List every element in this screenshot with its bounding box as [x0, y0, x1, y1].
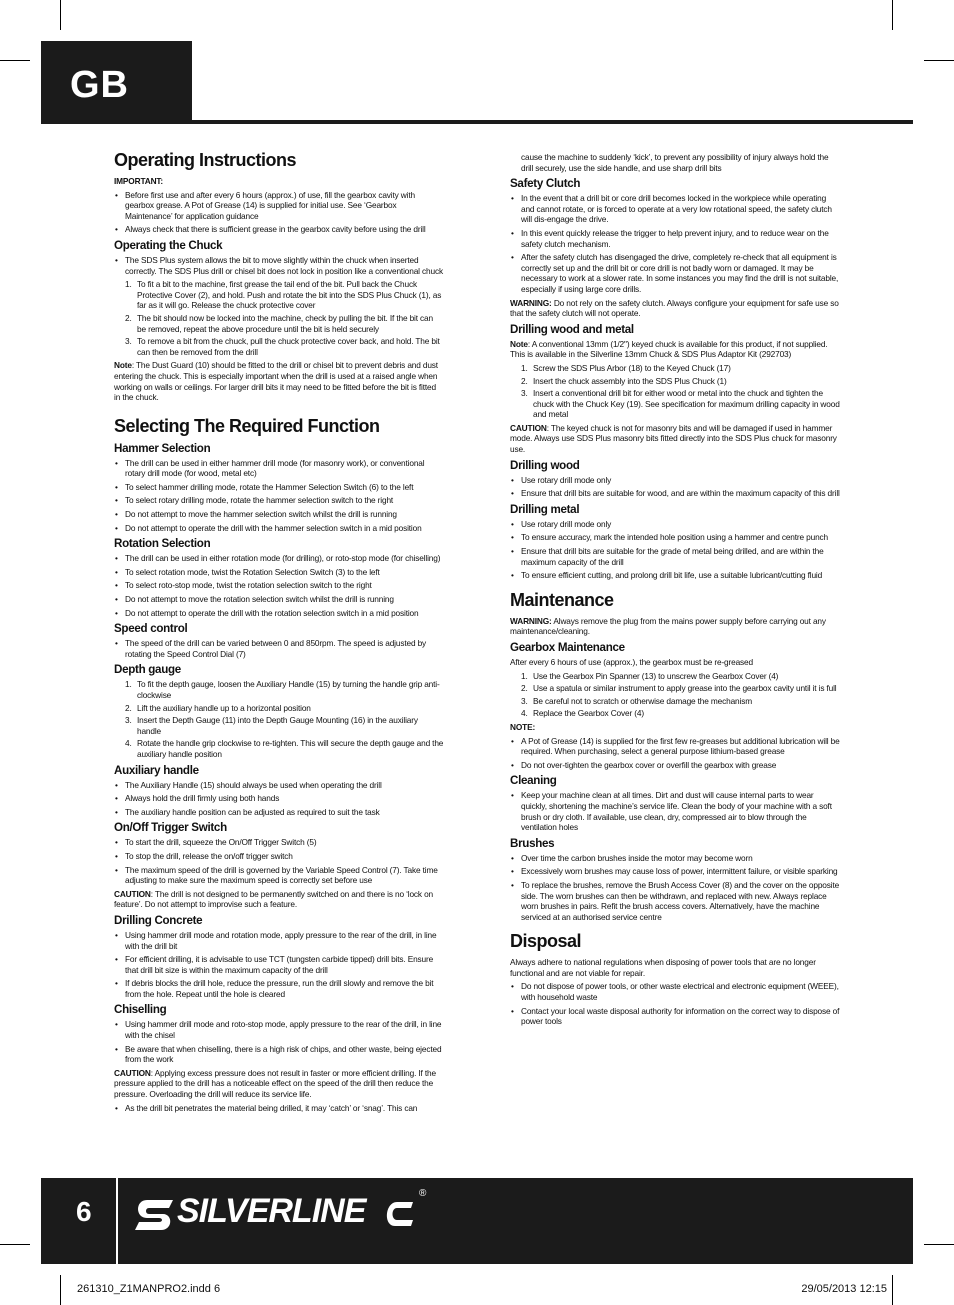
list-item: • Always hold the drill firmly using both hands	[114, 793, 444, 804]
list-item: 1. Screw the SDS Plus Arbor (18) to the Keyed Chuck (17)	[521, 362, 731, 373]
list-item: 1. To fit the depth gauge, loosen the Auxiliary Handle (15) by turning the handle grip anti-clockwise	[125, 679, 440, 700]
list-item: 3. Insert a conventional drill bit for either wood or metal into the chuck and tighten the chuck with the Chuck Key (19). See specification for maximum drilling capacity in wood and metal	[521, 388, 840, 420]
list-item: • Using hammer drill mode and roto-stop mode, apply pressure to the rear of the drill, in line with the chisel	[114, 1019, 444, 1040]
list-item: • Do not dispose of power tools, or other waste electrical and electronic equipment (WEEE), with household waste	[510, 981, 840, 1002]
clutch-list	[510, 193, 840, 294]
silverline-logo	[133, 1190, 429, 1234]
list-item: 2. Lift the auxiliary handle up to a horizontal position	[125, 702, 311, 713]
list-item: • Using hammer drill mode and rotation mode, apply pressure to the rear of the drill, in line with the drill bit	[114, 930, 444, 951]
crop-mark	[0, 60, 30, 61]
list-item: • To select hammer drilling mode, rotate the Hammer Selection Switch (6) to the left	[114, 482, 444, 493]
crop-mark	[924, 60, 954, 61]
left-column	[114, 150, 444, 1116]
logo-wordmark: SILVERLINE	[177, 1192, 366, 1230]
list-item: • Do not attempt to move the rotation selection switch whilst the drill is running	[114, 594, 444, 605]
metal-list	[510, 519, 840, 581]
subheading-rotation: Rotation Selection	[114, 537, 211, 551]
subheading-chuck: Operating the Chuck	[114, 238, 223, 252]
subheading-hammer: Hammer Selection	[114, 441, 211, 455]
list-item: • To select rotary drilling mode, rotate the hammer selection switch to the right	[114, 495, 444, 506]
section-title-selecting: Selecting The Required Function	[114, 415, 380, 436]
subheading-speed: Speed control	[114, 622, 188, 636]
list-item: • The drill can be used in either rotation mode (for drilling), or roto-stop mode (for chiselling)	[114, 553, 444, 564]
cleaning-list	[510, 790, 840, 832]
date-slug: 29/05/2013 12:15	[801, 1283, 887, 1295]
crop-mark	[60, 0, 61, 30]
wood-metal-note: Note: A conventional 13mm (1/2") keyed chuck is available for this product, if not supplied. This is available in the Silverline 13mm Chuck & SDS Plus Adaptor Kit (292703)	[510, 338, 828, 360]
list-item: • For efficient drilling, it is advisable to use TCT (tungsten carbide tipped) drill bits. Ensure that drill bit size is within the maximum capacity of the drill	[114, 954, 444, 975]
gearbox-note-label: NOTE:	[510, 721, 536, 732]
list-item: • Use rotary drill mode only	[510, 519, 840, 530]
list-item: 3. To remove a bit from the chuck, pull the chuck protective cover back, and hold. The bit can then be removed from the drill	[125, 336, 440, 357]
depth-steps	[114, 679, 444, 759]
list-item: • Do not attempt to move the hammer selection switch whilst the drill is running	[114, 509, 444, 520]
list-item: 4. Replace the Gearbox Cover (4)	[521, 708, 644, 719]
list-item: • A Pot of Grease (14) is supplied for the first few re-greases but additional lubrication will be required. When purchasing, select a general purpose lithium-based grease	[510, 736, 840, 757]
logo-c-icon	[379, 1194, 419, 1234]
subheading-wood: Drilling wood	[510, 458, 580, 472]
subheading-chisel: Chiselling	[114, 1003, 167, 1017]
list-item: • To ensure accuracy, mark the intended hole position using a hammer and centre punch	[510, 532, 840, 543]
list-item: • Do not attempt to operate the drill with the rotation selection switch in a mid position	[114, 608, 444, 619]
list-item: • Before first use and after every 6 hours (approx.) of use, fill the gearbox cavity with gearbox grease. A Pot of Grease (14) is supplied for initial use. See ‘Gearbox Maintenance’ for application guidance	[114, 190, 444, 222]
list-item: 2. Use a spatula or similar instrument to apply grease into the gearbox cavity until it is full	[521, 683, 837, 694]
list-item: • Do not over-tighten the gearbox cover or overfill the gearbox with grease	[510, 760, 840, 771]
registered-mark: ®	[419, 1188, 427, 1199]
list-item: • Excessively worn brushes may cause loss of power, intermittent failure, or visible sparking	[510, 866, 840, 877]
subheading-wood-metal: Drilling wood and metal	[510, 322, 634, 336]
list-item: • To replace the brushes, remove the Brush Access Cover (8) and the cover on the opposite side. The worn brushes can then be withdrawn, and replaced with new. Always replace worn brushes in pairs. Refit the brush access covers. Alternatively, have the machine serviced at an authorised service centre	[510, 880, 840, 922]
list-item: • Do not attempt to operate the drill with the hammer selection switch in a mid position	[114, 523, 444, 534]
list-item: • To select rotation mode, twist the Rotation Selection Switch (3) to the left	[114, 567, 444, 578]
footer-divider	[116, 1178, 118, 1264]
list-item: • The drill can be used in either hammer drill mode (for masonry work), or conventional rotary drill mode (for wood, metal etc)	[114, 458, 444, 479]
list-item: • Keep your machine clean at all times. Dirt and dust will cause internal parts to wear quickly, shortening the machine’s service life. Clean the body of your machine with a soft brush or dry cloth. If available, use clean, dry, compressed air to blow through the ventilation holes	[510, 790, 840, 832]
subheading-aux: Auxiliary handle	[114, 763, 199, 777]
subheading-trigger: On/Off Trigger Switch	[114, 821, 227, 835]
aux-list	[114, 780, 444, 818]
section-title-operating: Operating Instructions	[114, 150, 297, 170]
trigger-list	[114, 837, 444, 885]
list-item: 4. Rotate the handle grip clockwise to re-tighten. This will secure the depth gauge and the auxiliary handle position	[125, 738, 444, 759]
subheading-cleaning: Cleaning	[510, 774, 557, 788]
chisel-last-list	[114, 1103, 444, 1114]
page-number: 6	[76, 1196, 92, 1227]
list-item: • The auxiliary handle position can be adjusted as required to suit the task	[114, 807, 444, 818]
list-item: • If debris blocks the drill hole, reduce the pressure, run the drill slowly and remove the bit from the hole. Repeat until the hole is cleared	[114, 978, 444, 999]
list-item: 1. To fit a bit to the machine, first grease the tail end of the bit. Pull back the Chuck Protective Cover (2), and hold. Push and rotate the bit into the SDS Plus Chuck (1), as far as it will go. Release the chuck protective cover	[125, 279, 442, 311]
important-list	[114, 190, 444, 235]
crop-mark	[892, 0, 893, 30]
list-item: • To select roto-stop mode, twist the rotation selection switch to the right	[114, 580, 444, 591]
list-item: • To stop the drill, release the on/off trigger switch	[114, 851, 444, 862]
list-item: • Be aware that when chiselling, there is a high risk of chips, and other waste, being ejected from the work	[114, 1044, 444, 1065]
list-item: • The Auxiliary Handle (15) should always be used when operating the drill	[114, 780, 444, 791]
hammer-list	[114, 458, 444, 534]
list-item: • To ensure efficient cutting, and prolong drill bit life, use a suitable lubricant/cutting fluid	[510, 570, 840, 581]
list-item: 3. Insert the Depth Gauge (11) into the Depth Gauge Mounting (16) in the auxiliary handle	[125, 715, 418, 736]
continued-text: cause the machine to suddenly ‘kick’, to prevent any possibility of injury always hold the drill securely, use the side handle, and use sharp drill bits	[521, 152, 829, 173]
crop-mark	[60, 1275, 61, 1305]
list-item: • Always check that there is sufficient grease in the gearbox cavity before using the drill	[114, 224, 444, 235]
header-rule	[41, 120, 913, 124]
crop-mark	[924, 1244, 954, 1245]
list-item: • Use rotary drill mode only	[510, 475, 840, 486]
list-item: • Ensure that drill bits are suitable for wood, and are within the maximum capacity of this drill	[510, 488, 840, 499]
list-item: • The SDS Plus system allows the bit to move slightly within the chuck when inserted correctly. The SDS Plus drill or chisel bit does not lock in position like a conventional chuck	[114, 255, 444, 276]
chuck-steps	[114, 279, 444, 357]
list-item: • In this event quickly release the trigger to help prevent injury, and to reduce wear on the safety clutch mechanism.	[510, 228, 840, 249]
list-item: • To start the drill, squeeze the On/Off Trigger Switch (5)	[114, 837, 444, 848]
list-item: • Contact your local waste disposal authority for information on the correct way to dispose of power tools	[510, 1006, 840, 1027]
section-title-maintenance: Maintenance	[510, 589, 614, 610]
language-label: GB	[70, 64, 129, 106]
gearbox-steps	[510, 671, 840, 719]
logo-hook-icon	[133, 1194, 177, 1234]
disposal-list	[510, 981, 840, 1026]
brushes-list	[510, 853, 840, 923]
list-item: 2. Insert the chuck assembly into the SDS Plus Chuck (1)	[521, 375, 727, 386]
subheading-gearbox: Gearbox Maintenance	[510, 641, 625, 654]
speed-list	[114, 638, 444, 659]
list-item: • Ensure that drill bits are suitable for the grade of metal being drilled, and are within the maximum capacity of the drill	[510, 546, 840, 567]
trigger-caution: CAUTION: The drill is not designed to be permanently switched on and there is no ‘lock on feature’. Do not attempt to improvise such a feature.	[114, 888, 434, 910]
chisel-list	[114, 1019, 444, 1064]
section-title-disposal: Disposal	[510, 931, 582, 952]
rotation-list	[114, 553, 444, 618]
list-item: • The maximum speed of the drill is governed by the Variable Speed Control (7). Take time adjusting to make sure the maximum speed is correctly set before use	[114, 865, 444, 886]
list-item: 3. Be careful not to scratch or otherwise damage the mechanism	[521, 695, 752, 706]
wood-metal-caution: CAUTION: The keyed chuck is not for masonry bits and will be damaged if used in hammer mode. Always use SDS Plus masonry bits fitted directly into the SDS Plus chuck for masonry use.	[510, 422, 837, 455]
list-item: • The speed of the drill can be varied between 0 and 850rpm. The speed is adjusted by rotating the Speed Control Dial (7)	[114, 638, 444, 659]
list-item: 1. Use the Gearbox Pin Spanner (13) to unscrew the Gearbox Cover (4)	[521, 670, 779, 681]
disposal-intro: Always adhere to national regulations when disposing of power tools that are no longer functional and are not viable for repair.	[510, 957, 816, 978]
right-column	[510, 152, 840, 1030]
dust-guard-note: Note: The Dust Guard (10) should be fitted to the drill or chisel bit to prevent debris and dust entering the chuck. This is especially important when the drill is used at a raised angle when working on walls or ceilings. For larger drill bits it may need to be fitted before the bit is fitted in the chuck.	[114, 360, 438, 403]
list-item: • As the drill bit penetrates the material being drilled, it may ‘catch’ or ‘snag’. This can	[114, 1103, 444, 1114]
gearbox-note-list	[510, 736, 840, 771]
wood-metal-steps	[510, 363, 840, 420]
subheading-metal: Drilling metal	[510, 502, 580, 516]
subheading-concrete: Drilling Concrete	[114, 913, 203, 927]
maintenance-warning: WARNING: Always remove the plug from the mains power supply before carrying out any maintenance/cleaning.	[510, 615, 826, 637]
subheading-brushes: Brushes	[510, 836, 555, 850]
file-slug: 261310_Z1MANPRO2.indd 6	[77, 1283, 221, 1295]
concrete-list	[114, 930, 444, 1000]
chuck-list	[114, 255, 444, 276]
subheading-depth: Depth gauge	[114, 663, 181, 677]
clutch-warning: WARNING: Do not rely on the safety clutch. Always configure your equipment for safe use so that the safety clutch will not operate.	[510, 297, 839, 319]
chisel-caution: CAUTION: Applying excess pressure does not result in faster or more efficient drilling. If the pressure applied to the drill has a noticeable effect on the speed of the drill then reduce the pressure. Overloading the drill will reduce its service life.	[114, 1067, 436, 1100]
list-item: • Over time the carbon brushes inside the motor may become worn	[510, 853, 840, 864]
list-item: • After the safety clutch has disengaged the drive, completely re-check that all equipment is correctly set up and the drill bit or core drill is not badly worn or damaged. It may be necessary to work at a slower rate. In some instances you may find the drill is not suitable, especially if using large core drills.	[510, 252, 840, 294]
crop-mark	[0, 1244, 30, 1245]
important-label: IMPORTANT:	[114, 176, 164, 186]
subheading-clutch: Safety Clutch	[510, 177, 581, 191]
gearbox-intro: After every 6 hours of use (approx.), the gearbox must be re-greased	[510, 657, 753, 667]
list-item: 2. The bit should now be locked into the machine, check by pulling the bit. If the bit can be removed, repeat the above procedure until the bit is held securely	[125, 312, 433, 334]
wood-list	[510, 475, 840, 499]
crop-mark	[892, 1275, 893, 1305]
list-item: • In the event that a drill bit or core drill becomes locked in the workpiece while operating and cannot rotate, or is forced to operate at a very low rotational speed, the safety clutch will dis-engage the drive.	[510, 193, 840, 225]
